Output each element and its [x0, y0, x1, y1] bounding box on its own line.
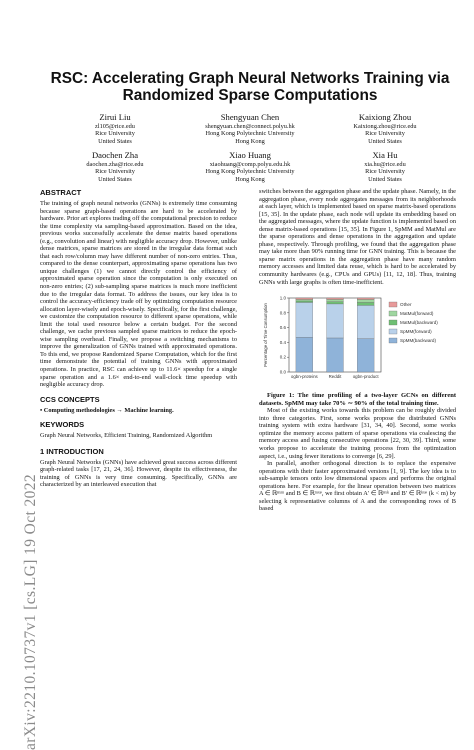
author-country: Hong Kong	[235, 175, 265, 183]
y-tick-label: 0.4	[279, 340, 286, 346]
author-name: Kaixiong Zhou	[358, 112, 412, 122]
bar-segment	[296, 337, 313, 372]
keywords-heading: KEYWORDS	[40, 420, 85, 430]
bar-segment	[296, 303, 313, 338]
legend-swatch	[389, 302, 397, 307]
legend-swatch	[389, 338, 397, 343]
author-email: zl105@rice.edu	[95, 123, 135, 130]
title-line-2: Randomized Sparse Computations	[122, 87, 378, 104]
body-paragraph: Most of the existing works towards this problem can be roughly divided into three categories. First, some works propose the distributed GNNs training system with extra hardware [31, 34, 40]. Second, some works optimize the memory access pattern of sparse operations via coalescing the memory access and fusing consecutive operations [22, 30, 39]. Third, some works propose to accelerate the training process from the optimization aspect, i.e., using fewer iterations to converge [6, 29].	[259, 407, 456, 460]
bar-segment	[327, 304, 344, 338]
author-country: United States	[368, 137, 402, 145]
author-card	[175, 150, 325, 183]
arxiv-stamp	[0, 175, 39, 750]
y-tick-label: 0.6	[279, 325, 286, 331]
legend-swatch	[389, 320, 397, 325]
author-affiliation: Rice University	[95, 130, 135, 138]
body-paragraph: In parallel, another orthogonal direction is to replace the expensive operations with their faster approximated versions [1, 9]. The key idea is to sub-sample tensors onto low dimensional spaces and performs the original operations here. For example, for the linear operation between two matrices A ∈ ℝⁿˣᵐ and B ∈ ℝᵐˣᵠ, we first obtain A′ ∈ ℝⁿˣᵏ and B′ ∈ ℝᵏˣᵠ (k < m) by selecting k representative columns of A and the corresponding rows of B based	[259, 460, 456, 513]
left-column	[40, 188, 237, 489]
author-card	[310, 150, 460, 183]
author-country: United States	[368, 175, 402, 183]
x-tick-label: Reddit	[328, 374, 342, 380]
time-profiling-chart	[259, 292, 456, 390]
author-email: xiaohuang@comp.polyu.edu.hk	[209, 161, 291, 168]
author-affiliation: Rice University	[365, 168, 405, 176]
introduction-heading: 1 INTRODUCTION	[40, 446, 104, 456]
y-axis-label: Percentage of Time Consumption	[263, 303, 268, 367]
bar-segment	[357, 306, 374, 339]
author-email: daochen.zha@rice.edu	[86, 161, 144, 168]
legend-label: SpMM(backward)	[400, 338, 436, 344]
author-affiliation: Rice University	[95, 168, 135, 176]
author-country: United States	[98, 175, 132, 183]
author-name: Xia Hu	[372, 150, 398, 160]
figure-1	[259, 292, 456, 390]
legend-label: SpMM(forward)	[400, 329, 432, 335]
author-card	[40, 112, 190, 145]
arxiv-identifier: arXiv:2210.10737v1 [cs.LG] 19 Oct 2022	[22, 473, 39, 750]
legend-label: MatMul(backward)	[400, 320, 438, 326]
author-card	[40, 150, 190, 183]
legend-swatch	[389, 329, 397, 334]
abstract-heading: ABSTRACT	[40, 188, 82, 197]
title-line-1: RSC: Accelerating Graph Neural Networks Training via	[50, 70, 450, 87]
legend-swatch	[389, 311, 397, 316]
author-card	[175, 112, 325, 145]
bar-segment	[296, 300, 313, 301]
y-tick-label: 1.0	[279, 295, 286, 301]
bar-segment	[357, 303, 374, 306]
y-tick-label: 0.8	[279, 310, 286, 316]
right-column	[259, 188, 456, 513]
x-tick-label: ogbn-proteins	[290, 374, 318, 380]
bar-segment	[327, 298, 344, 299]
author-name: Zirui Liu	[99, 112, 131, 122]
keywords-text: Graph Neural Networks, Efficient Training, Randomized Algorithm	[40, 432, 213, 440]
bar-segment	[357, 298, 374, 299]
author-name: Shengyuan Chen	[220, 112, 280, 122]
figure-caption: Figure 1: The time profiling of a two-layer GCNs on different datasets. SpMM may take 70% ∼ 90% of the total training time.	[259, 392, 456, 407]
y-tick-label: 0.0	[279, 369, 286, 375]
bar-segment	[327, 338, 344, 372]
author-email: Kaixiong.zhou@rice.edu	[353, 123, 417, 130]
bar-segment	[327, 302, 344, 304]
intro-paragraph: Graph Neural Networks (GNNs) have achieved great success across different graph-related tasks [17, 21, 24, 36]. However, despite its effectiveness, the training of GNNs is very time consuming. Specifically, GNNs are characterized by an interleaved execution that	[40, 458, 237, 489]
author-name: Xiao Huang	[229, 150, 271, 160]
author-country: Hong Kong	[235, 137, 265, 145]
author-affiliation: Rice University	[365, 130, 405, 138]
ccs-concepts: • Computing methodologies → Machine learning.	[40, 406, 174, 414]
bar-segment	[357, 300, 374, 303]
body-paragraph: switches between the aggregation phase and the update phase. Namely, in the aggregation phase, every node aggregates messages from its neighborhoods at each layer, which is implemented based on sparse matrix-based operations [15, 35]. In the update phase, each node will update its embedding based on the aggregated messages, where the update function is implemented based on dense matrix-based operations [15, 35]. In Figure 1, SpMM and MatMul are the sparse operations and dense operations in the aggregation and update phase, respectively. Through profiling, we found that the aggregation phase may take more than 90% running time for GNN training. This is because the sparse matrix operations in the aggregation phase have many random memory accesses and limited data reuse, which is hard to be accelerated by community hardwares (e.g., CPUs and GPUs) [11, 12, 18]. Thus, training GNNs with large graphs is often time-inefficient.	[259, 188, 456, 286]
paper-title	[40, 70, 460, 104]
bar-segment	[357, 339, 374, 372]
y-tick-label: 0.2	[279, 354, 286, 360]
x-tick-label: ogbn-product	[352, 374, 379, 380]
author-affiliation: Hong Kong Polytechnic University	[205, 130, 295, 138]
bar-segment	[296, 301, 313, 302]
bar-segment	[327, 300, 344, 302]
ccs-heading: CCS CONCEPTS	[40, 394, 100, 404]
author-affiliation: Hong Kong Polytechnic University	[205, 168, 295, 176]
abstract-text: The training of graph neural networks (GNNs) is extremely time consuming because sparse graph-based operations are hard to be accelerated by hardware. Prior art explores trading off the computational precision to reduce the time complexity via sampling-based approximation. Based on the idea, previous works successfully accelerate the dense matrix based operations (e.g., convolution and linear) with negligible accuracy drop. However, unlike dense matrices, sparse matrices are stored in the irregular data format such that each row/column may have different number of non-zero entries. Thus, compared to the dense counterpart, approximating sparse operations has two unique challenges (1) we cannot directly control the efficiency of approximated sparse operation since the computation is only executed on non-zero entries; (2) sub-sampling sparse matrices is much more inefficient due to the irregular data format. To address the issues, our key idea is to control the accuracy-efficiency trade off by optimizing computation resource allocation layer-wisely and epoch-wisely. Specifically, for the first challenge, we customize the computation resource to different sparse operations, while limit the total used resource below a certain budget. For the second challenge, we cache previous sampled sparse matrices to reduce the epoch-wise sampling overhead. Finally, we propose a switching mechanisms to improve the generalization of GNNs trained with approximated operations. To this end, we propose Randomized Sparse Computation, which for the first time demonstrate the potential of training GNNs with approximated operations. In practice, RSC can achieve up to 11.6× speedup for a single sparse operation and a 1.6× end-to-end wall-clock time speedup with negligible accuracy drop.	[40, 200, 237, 389]
legend-label: MatMul(forward)	[400, 311, 434, 317]
author-email: xia.hu@rice.edu	[364, 161, 406, 168]
author-name: Daochen Zha	[91, 150, 139, 160]
bar-segment	[296, 298, 313, 299]
author-email: shengyuan.chen@connect.polyu.hk	[205, 123, 295, 130]
legend-label: Other	[400, 302, 412, 308]
author-card	[310, 112, 460, 145]
author-country: United States	[98, 137, 132, 145]
